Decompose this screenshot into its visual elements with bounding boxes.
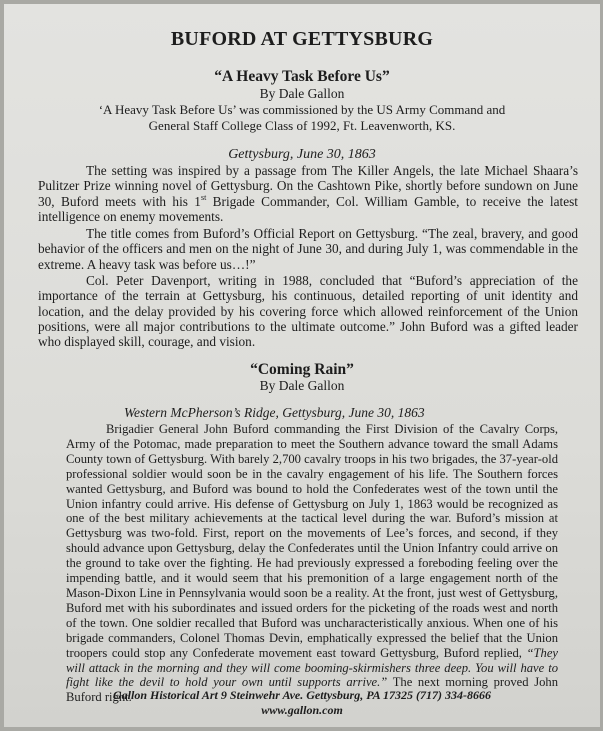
section1-commission-line2: General Staff College Class of 1992, Ft. Leavenworth, KS. [148, 118, 456, 133]
document-title: BUFORD AT GETTYSBURG [170, 28, 434, 50]
section1-p1-sup: st [200, 192, 207, 202]
document-sheet [4, 4, 600, 727]
section1-place-date: Gettysburg, June 30, 1863 [228, 147, 376, 162]
section2-p1-end: The next morning proved John Buford right. [66, 675, 558, 705]
footer-address: Gallon Historical Art 9 Steinwehr Ave. Gettysburg, PA 17325 (717) 334-8666 [112, 688, 491, 702]
section1-commission-line1: ‘A Heavy Task Before Us’ was commissioned by the US Army Command and [98, 102, 506, 117]
section1-paragraph-1 [38, 163, 578, 224]
section1-paragraph-2: The title comes from Buford’s Official Report on Gettysburg. “The zeal, bravery, and good behavior of the officers and men on the night of June 30, and during July 1, was commendable in the extreme. A heavy task was before us…!” [38, 226, 578, 272]
section1-heading: “A Heavy Task Before Us” [214, 68, 390, 85]
section1-p1-text-a: The setting was inspired by a passage from The Killer Angels, the late Michael Shaara’s Pulitzer Prize winning novel of Gettysburg. On the Cashtown Pike, shortly before sundown on June 30, Buford meets with his 1 [38, 163, 578, 209]
section2-heading: “Coming Rain” [250, 361, 354, 378]
footer-website: www.gallon.com [261, 703, 343, 717]
section1-paragraph-3: Col. Peter Davenport, writing in 1988, concluded that “Buford’s appreciation of the importance of the terrain at Gettysburg, his continuous, detailed reporting of unit identity and location, and the delay provided by his covering force which allowed reinforcement of the Union positions, were all major contributions to the ultimate outcome.” John Buford was a gifted leader who displayed skill, courage, and vision. [38, 273, 578, 350]
section2-place-date: Western McPherson’s Ridge, Gettysburg, June 30, 1863 [124, 405, 425, 420]
section2-buford-quote: “They will attack in the morning and they will come booming-skirmishers three deep. You will have to fight like the devil to hold your own until supports arrive.” [66, 645, 558, 690]
section2-byline: By Dale Gallon [259, 378, 345, 393]
section2-paragraph-1 [66, 422, 558, 705]
section2-p1-text: Brigadier General John Buford commanding the First Division of the Cavalry Corps, Army of the Potomac, made preparation to meet the Southern advance toward the small Adams County town of Gettysburg. With barely 2,700 cavalry troops in his two brigades, the 37-year-old professional soldier would soon be in the cavalry engagement of his life. The Southern forces wanted Gettysburg, and Buford was bound to hold the Confederates west of the town until the Union infantry could arrive. His defense of Gettysburg on July 1, 1863 would be recognized as one of the best military achievements at the tactical level during the war. Buford’s mission at Gettysburg was two-fold. First, report on the movements of Lee’s forces, and second, if they should advance upon Gettysburg, delay the Confederates until the Union Infantry could arrive on the ground to take over the fighting. He had previously expressed a foreboding feeling over the impending battle, and it would seem that his premonition of a large engagement north of the Mason-Dixon Line in Pennsylvania would soon be a reality. At the front, just west of Gettysburg, Buford met with his subordinates and issued orders for the picketing of the roads west and north of the town. One soldier recalled that Buford was uncharacteristically anxious. When one of his brigade commanders, Colonel Thomas Devin, emphatically expressed the belief that the Union troopers could stop any Confederate movement east toward Gettysburg, Buford replied, [66, 422, 558, 660]
section1-p1-text-b: Brigade Commander, Col. William Gamble, to receive the latest intelligence on enemy movements. [38, 193, 578, 224]
section1-byline: By Dale Gallon [259, 86, 345, 101]
